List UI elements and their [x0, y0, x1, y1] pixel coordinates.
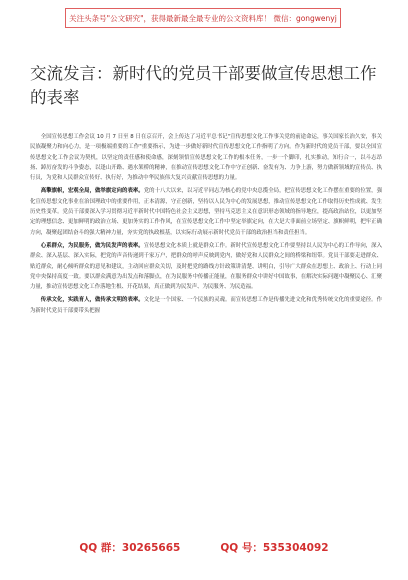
section-heading: 传承文化，实践育人，做传承文明的表率。 [40, 297, 144, 304]
paragraph-intro [30, 132, 382, 183]
footer-qq-number: QQ 号：535304092 [220, 542, 329, 554]
paragraph-text: 党的十八大以来，以习近平同志为核心的党中央总揽全局，把宣传思想文化工作摆在重要的位置，强化宣传思想文化事业在治国理政中的重要作用，正本清源，守正创新，坚持以人民为中心的发展思想，推动宣传思想文化工作取得历史性成就、发生历史性变革。党员干部要深入学习贯彻习近平新时代中国特色社会主义思想，坚持马克思主义在意识形态领域的指导地位，提高政治站位，以更加坚定的理想信念、更加鲜明的政治立场、更加务实的工作作风，在宣传思想文化工作中坚定举旗定向，在大是大非面前立场坚定、旗帜鲜明，把牢正确方向，凝聚起团结奋斗的强大精神力量，夯实党的执政根基，以实际行动展示新时代党员干部的政治担当和责任担当。 [30, 188, 382, 236]
paragraph-text: 全国宣传思想工作会议 10 月 7 日至 8 日在京召开，会上传达了习近平总书记"宣传思想文化工作事关党的前途命运，事关国家长治久安，事关民族凝聚力和向心力，是一项极端重要的工作"重要指示，为进一步做好新时代宣传思想文化工作指明了方向。作为新时代的党员干部，要以全国宣传思想文化工作会议为契机，以坚定的责任感和使命感，深刻领悟宣传思想文化工作的根本任务，一步一个脚印，扎实推动，知行合一，以斗志昂扬、踔厉奋发的斗争姿态，以逢山开路、遇水架桥的精神，在推动宣传思想文化工作中守正创新、奋发有为、力争上游，努力做新领域的宣传员、执行员，为党和人民群众宣传好、执行好，为推动中华民族伟大复兴贡献宣传思想的力量。 [30, 134, 382, 182]
top-banner: 关注头条号"公文研究"，获得最新最全最专业的公文资料库！ 微信：gongwenyj [65, 8, 341, 28]
paragraph-text: 宣传思想文化本质上就是群众工作。新时代宣传思想文化工作要坚持以人民为中心的工作导向，深入群众、深入基层、深入实际，把党的声音传递到千家万户，把群众的呼声反映到党内，做好党和人民群众之间的桥梁和纽带。党员干部要走进群众、贴近群众，耐心倾听群众的意见和建议，主动回应群众关切，及时把党的路线方针政策讲清楚、讲明白，引导广大群众在思想上、政治上、行动上同党中央保持高度一致。要以群众满意为出发点和落脚点，在为民服务中传播正能量，在服务群众中讲好中国故事，在解决实际问题中凝聚民心、汇聚力量，推动宣传思想文化工作落地生根、开花结果，真正做到为民发声、为民服务、为民造福。 [30, 242, 382, 291]
footer-qq-group: QQ 群：30265665 [79, 542, 181, 554]
paragraph-section-2 [30, 241, 382, 292]
document-body [30, 132, 382, 319]
paragraph-section-1 [30, 186, 382, 237]
document-title: 交流发言：新时代的党员干部要做宣传思想工作的表率 [30, 64, 377, 107]
section-heading: 高擎旗帜，宏观全局，做举旗定向的表率。 [40, 188, 144, 195]
paragraph-text: 文化是一个国家、一个民族的灵魂。而宣传思想工作是传播先进文化和优秀传统文化的重要途径。作为新时代党员干部要带头把握 [30, 297, 382, 314]
footer-contact [0, 540, 408, 560]
section-heading: 心系群众，为民服务，做为民发声的表率。 [40, 242, 144, 249]
paragraph-section-3 [30, 295, 382, 316]
